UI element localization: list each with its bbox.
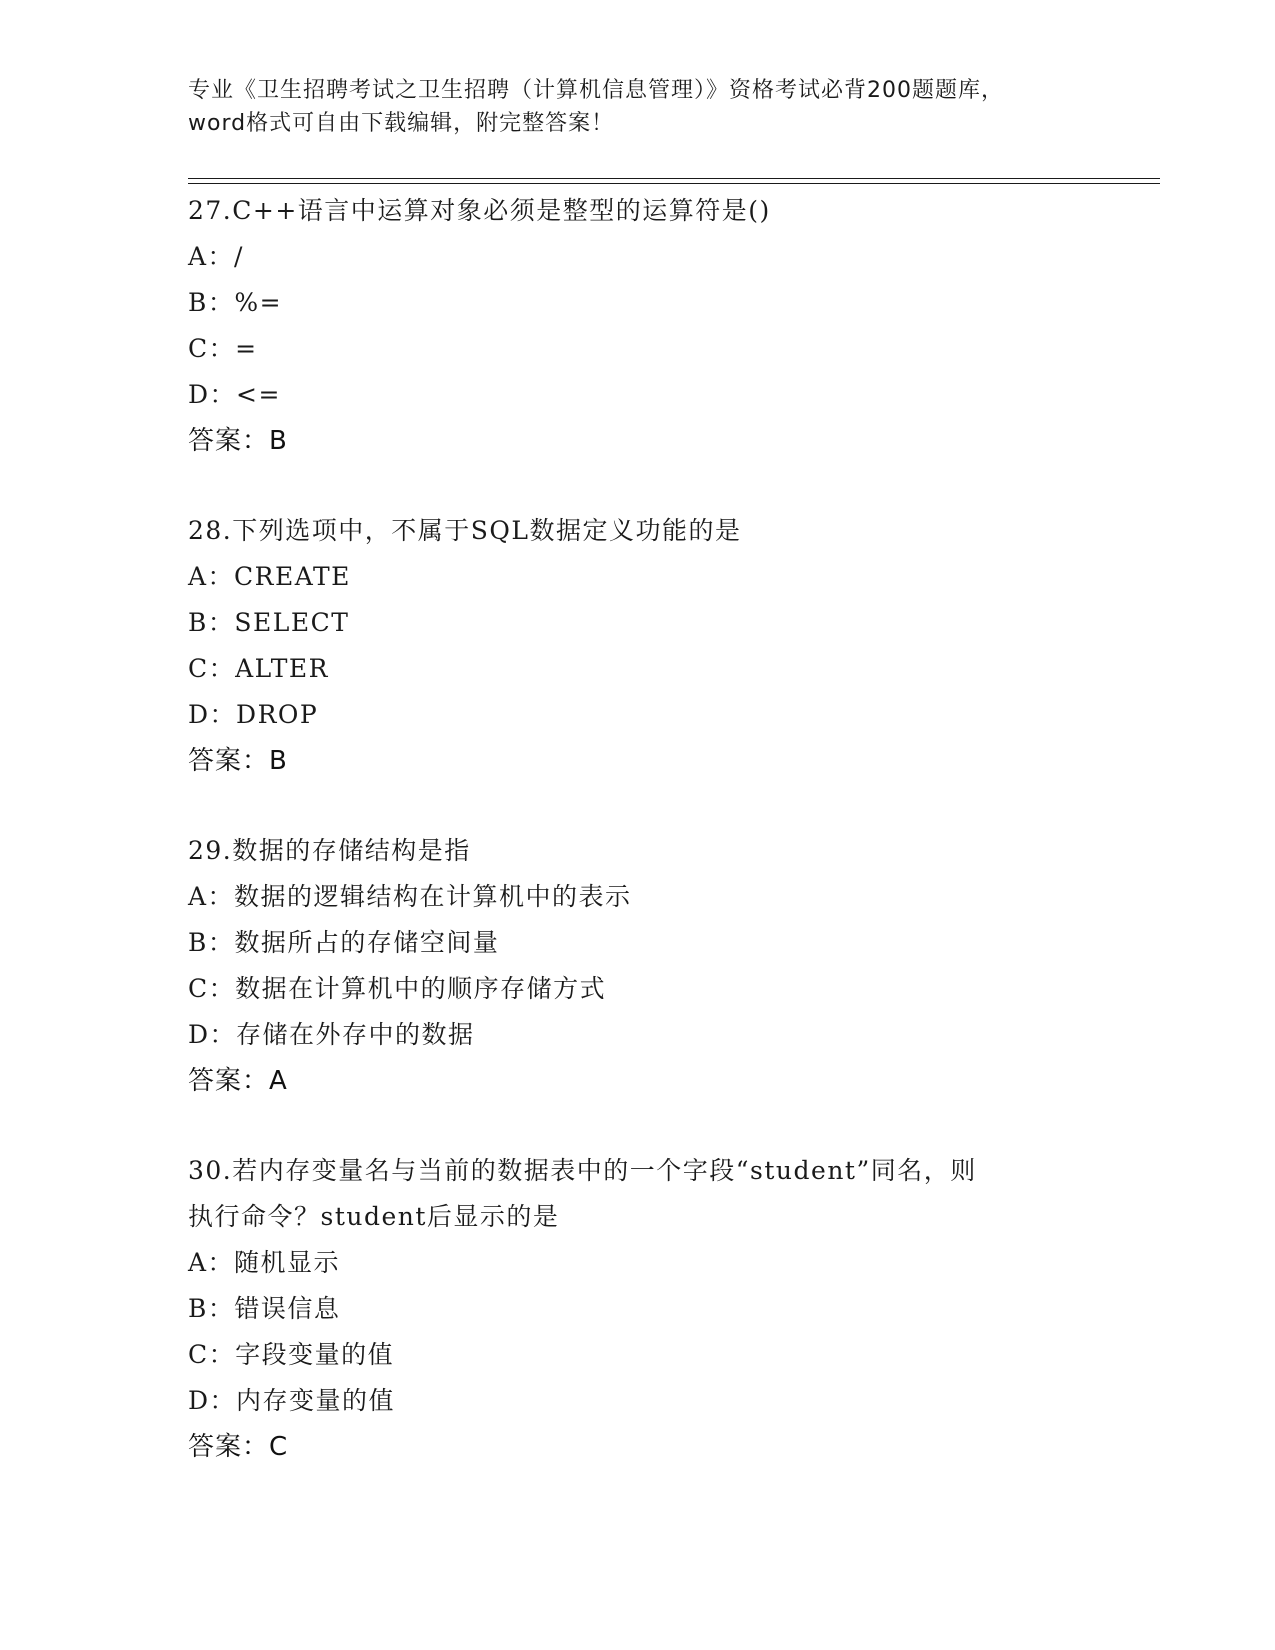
header-divider-bottom xyxy=(188,183,1160,184)
question-text: 29.数据的存储结构是指 xyxy=(188,836,471,865)
option-c: C：ALTER xyxy=(188,654,329,683)
header-divider-top xyxy=(188,178,1160,179)
question-text-line-2: 执行命令？student后显示的是 xyxy=(188,1202,560,1231)
option-d: D：DROP xyxy=(188,700,319,729)
option-c: C：= xyxy=(188,334,258,363)
option-a: A：随机显示 xyxy=(188,1248,341,1277)
answer: 答案：B xyxy=(188,426,288,456)
header-line-2: word格式可自由下载编辑，附完整答案！ xyxy=(188,111,615,136)
option-b: B：数据所占的存储空间量 xyxy=(188,928,500,957)
option-c: C：字段变量的值 xyxy=(188,1340,395,1369)
header-line-1: 专业《卫生招聘考试之卫生招聘（计算机信息管理）》资格考试必背200题题库， xyxy=(188,78,1004,103)
option-b: B：%= xyxy=(188,288,283,317)
option-a: A：数据的逻辑结构在计算机中的表示 xyxy=(188,882,632,911)
option-b: B：SELECT xyxy=(188,608,350,637)
question-28 xyxy=(188,508,1088,784)
question-text-line-1: 30.若内存变量名与当前的数据表中的一个字段“student”同名，则 xyxy=(188,1156,977,1185)
question-27 xyxy=(188,188,1088,464)
option-a: A：CREATE xyxy=(188,562,351,591)
option-c: C：数据在计算机中的顺序存储方式 xyxy=(188,974,607,1003)
answer: 答案：B xyxy=(188,746,288,776)
option-b: B：错误信息 xyxy=(188,1294,341,1323)
option-a: A：/ xyxy=(188,242,244,271)
option-d: D：存储在外存中的数据 xyxy=(188,1020,475,1049)
question-30 xyxy=(188,1148,1088,1470)
question-text: 28.下列选项中，不属于SQL数据定义功能的是 xyxy=(188,516,742,545)
question-text: 27.C++语言中运算对象必须是整型的运算符是() xyxy=(188,196,771,225)
question-29 xyxy=(188,828,1088,1104)
option-d: D：<= xyxy=(188,380,281,409)
document-header xyxy=(188,74,1088,140)
answer: 答案：C xyxy=(188,1432,289,1462)
answer: 答案：A xyxy=(188,1066,288,1096)
option-d: D：内存变量的值 xyxy=(188,1386,396,1415)
